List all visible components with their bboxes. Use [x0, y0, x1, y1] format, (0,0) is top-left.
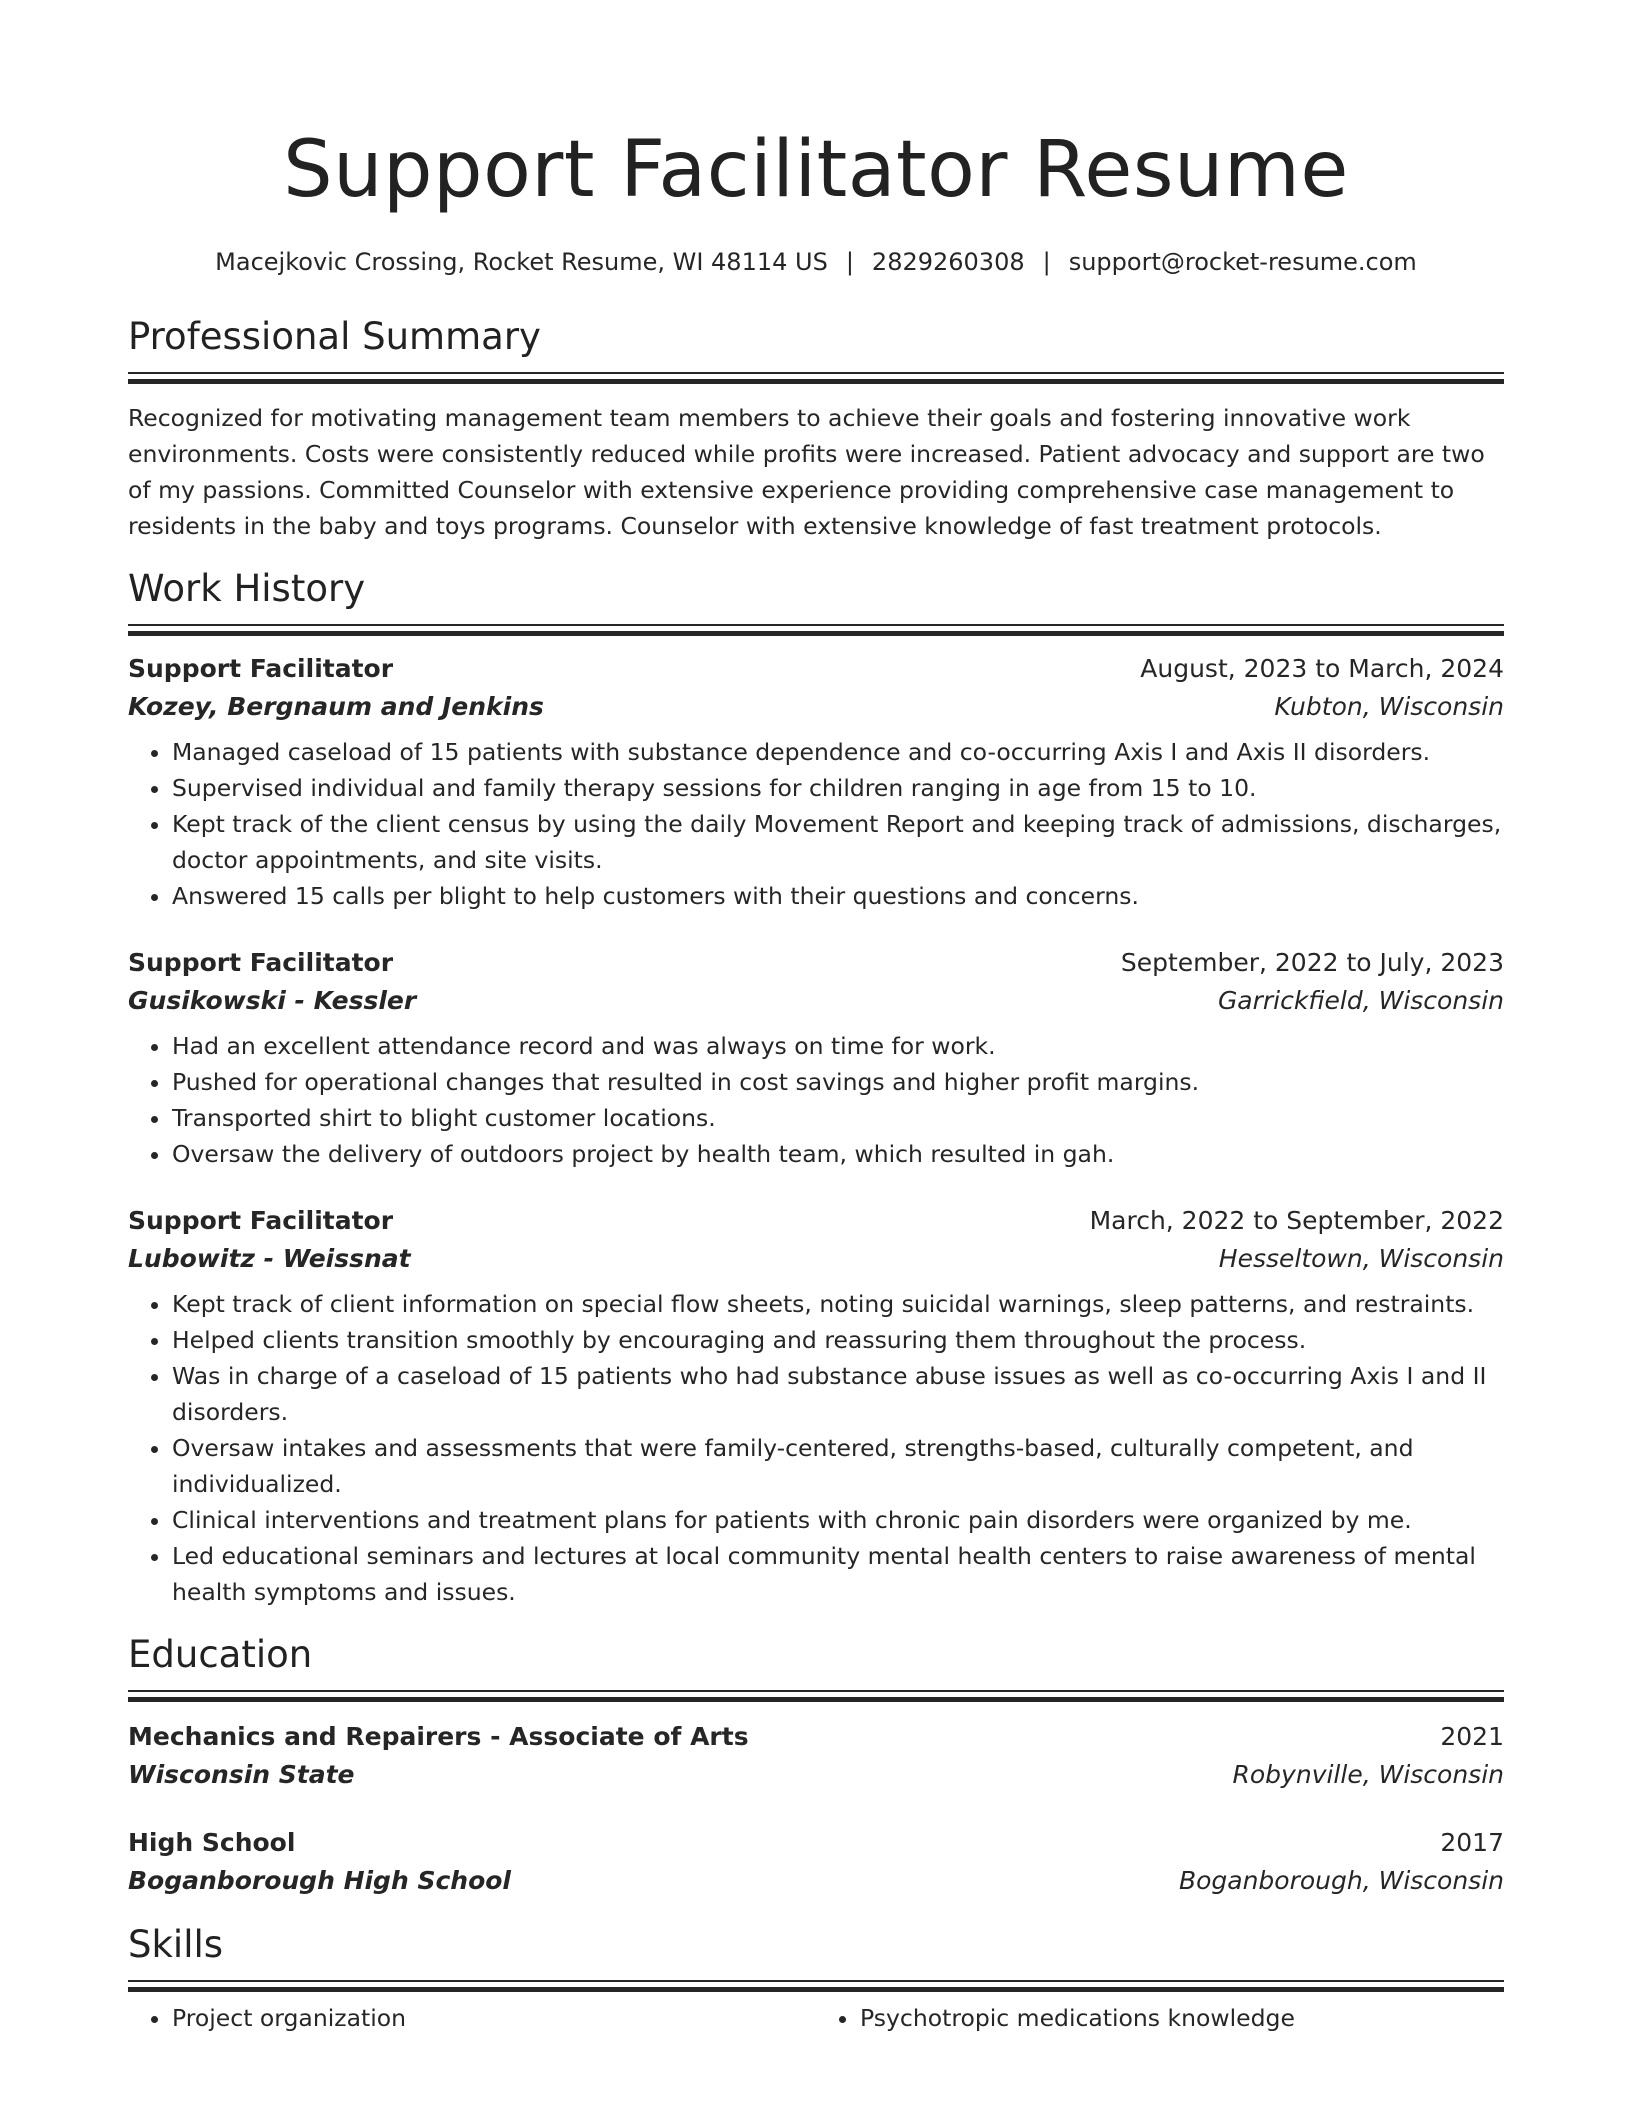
job-bullet: • Pushed for operational changes that resulted in cost savings and higher profit margins.: [172, 1064, 1504, 1100]
contact-separator: |: [845, 248, 854, 276]
job-dates: September, 2022 to July, 2023: [1120, 948, 1504, 977]
education-header-row: [128, 1718, 1504, 1756]
job-bullet: • Supervised individual and family therapy sessions for children ranging in age from 15 to 10.: [172, 770, 1504, 806]
summary-section: [128, 312, 1504, 544]
section-divider: [128, 1980, 1504, 1992]
skills-heading: Skills: [128, 1923, 224, 1966]
job-bullet: • Oversaw the delivery of outdoors project by health team, which resulted in gah.: [172, 1136, 1504, 1172]
education-school: Boganborough High School: [128, 1866, 511, 1895]
job-bullets: [128, 1028, 1504, 1172]
resume-title: Support Facilitator Resume: [283, 125, 1349, 215]
education-school: Wisconsin State: [128, 1760, 355, 1789]
skills-list-right: [816, 2000, 1504, 2036]
job-header-row: [128, 650, 1504, 688]
job-company-row: [128, 1240, 1504, 1278]
section-divider: [128, 1690, 1504, 1702]
summary-text: Recognized for motivating management team members to achieve their goals and fostering innovative work environments. Costs were consistently reduced while profits were increased. Patient advocacy and support are two of my passions. Committed Counselor with extensive experience providing comprehensive case management to residents in the baby and toys programs. Counselor with extensive knowledge of fast treatment protocols.: [128, 404, 1485, 540]
job-bullet: • Clinical interventions and treatment plans for patients with chronic pain disorders were organized by me.: [172, 1502, 1504, 1538]
section-divider: [128, 624, 1504, 636]
job-bullets: [128, 1286, 1504, 1610]
job-company: Lubowitz - Weissnat: [128, 1244, 411, 1273]
education-degree: Mechanics and Repairers - Associate of Arts: [128, 1722, 749, 1751]
job-bullet: • Had an excellent attendance record and was always on time for work.: [172, 1028, 1504, 1064]
job-bullets: [128, 734, 1504, 914]
contact-email: support@rocket-resume.com: [1068, 248, 1417, 276]
education-school-row: [128, 1862, 1504, 1900]
education-heading: Education: [128, 1633, 313, 1676]
job-company-row: [128, 688, 1504, 726]
contact-separator: |: [1042, 248, 1051, 276]
work-history-section: [128, 564, 1504, 1610]
education-year: 2021: [1440, 1722, 1504, 1751]
job-bullet: • Kept track of client information on special flow sheets, noting suicidal warnings, sleep patterns, and restraints.: [172, 1286, 1504, 1322]
education-degree: High School: [128, 1828, 296, 1857]
skill-item: • Project organization: [172, 2000, 816, 2036]
job-location: Kubton, Wisconsin: [1274, 692, 1504, 721]
job-bullet: • Kept track of the client census by using the daily Movement Report and keeping track of admissions, discharges, doctor appointments, and site visits.: [172, 806, 1504, 878]
contact-phone: 2829260308: [871, 248, 1025, 276]
job-location: Garrickfield, Wisconsin: [1217, 986, 1504, 1015]
education-section: [128, 1630, 1504, 1900]
job-dates: March, 2022 to September, 2022: [1089, 1206, 1504, 1235]
job-header-row: [128, 1202, 1504, 1240]
job-company-row: [128, 982, 1504, 1020]
contact-address: Macejkovic Crossing, Rocket Resume, WI 48114 US: [215, 248, 828, 276]
job-entry: [128, 1202, 1504, 1610]
job-location: Hesseltown, Wisconsin: [1218, 1244, 1504, 1273]
resume-page: [128, 0, 1504, 2036]
job-title: Support Facilitator: [128, 1206, 394, 1235]
job-bullet: • Helped clients transition smoothly by encouraging and reassuring them throughout the process.: [172, 1322, 1504, 1358]
job-bullet: • Oversaw intakes and assessments that were family-centered, strengths-based, culturally competent, and individualized.: [172, 1430, 1504, 1502]
skills-section: [128, 1920, 1504, 2036]
education-entry: [128, 1718, 1504, 1794]
skill-item: • Psychotropic medications knowledge: [860, 2000, 1504, 2036]
education-school-row: [128, 1756, 1504, 1794]
job-header-row: [128, 944, 1504, 982]
education-year: 2017: [1440, 1828, 1504, 1857]
job-entry: [128, 944, 1504, 1172]
education-entry: [128, 1824, 1504, 1900]
education-header-row: [128, 1824, 1504, 1862]
skills-grid: [128, 2000, 1504, 2036]
education-location: Robynville, Wisconsin: [1232, 1760, 1504, 1789]
work-history-heading: Work History: [128, 567, 366, 610]
section-divider: [128, 372, 1504, 384]
job-entry: [128, 650, 1504, 914]
skills-list-left: [128, 2000, 816, 2036]
job-bullet: • Answered 15 calls per blight to help customers with their questions and concerns.: [172, 878, 1504, 914]
job-bullet: • Was in charge of a caseload of 15 patients who had substance abuse issues as well as co-occurring Axis I and II disorders.: [172, 1358, 1504, 1430]
job-bullet: • Led educational seminars and lectures at local community mental health centers to raise awareness of mental health symptoms and issues.: [172, 1538, 1504, 1610]
job-bullet: • Managed caseload of 15 patients with substance dependence and co-occurring Axis I and Axis II disorders.: [172, 734, 1504, 770]
education-location: Boganborough, Wisconsin: [1178, 1866, 1504, 1895]
job-title: Support Facilitator: [128, 654, 394, 683]
job-bullet: • Transported shirt to blight customer locations.: [172, 1100, 1504, 1136]
contact-line: [128, 246, 1504, 278]
job-title: Support Facilitator: [128, 948, 394, 977]
job-company: Kozey, Bergnaum and Jenkins: [128, 692, 544, 721]
job-dates: August, 2023 to March, 2024: [1140, 654, 1504, 683]
summary-heading: Professional Summary: [128, 315, 541, 358]
job-company: Gusikowski - Kessler: [128, 986, 417, 1015]
